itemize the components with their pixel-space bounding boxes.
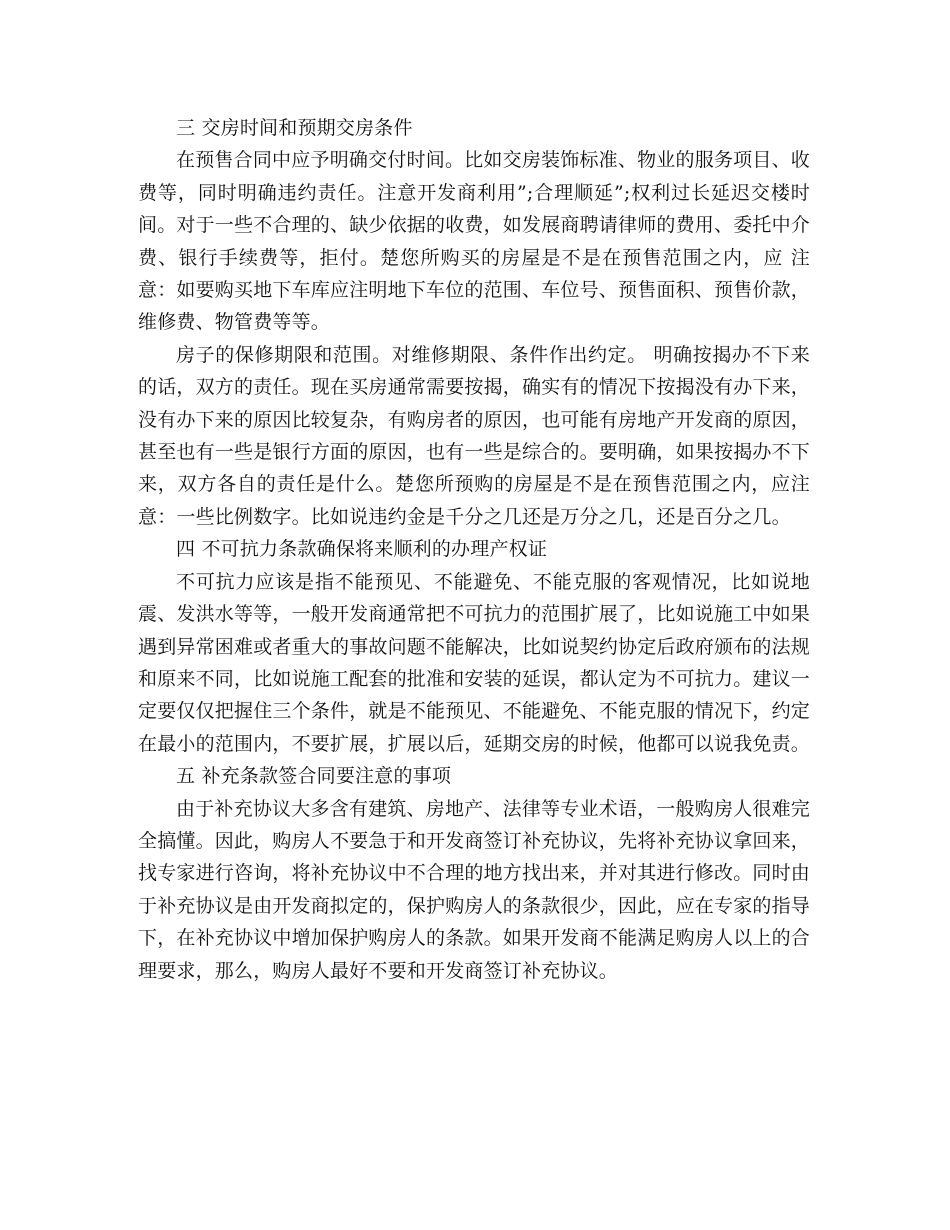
paragraph-delivery-terms: 在预售合同中应予明确交付时间。比如交房装饰标准、物业的服务项目、收费等，同时明确违约责任。注意开发商利用”;合理顺延”;权利过长延迟交楼时间。对于一些不合理的、缺少依据的收费，如发展商聘请律师的费用、委托中介费、银行手续费等，拒付。楚您所购买的房屋是不是在预售范围之内，应 注意：如要购买地下车库应注明地下车位的范围、车位号、预售面积、预售价款，维修费、物管费等等。 <box>138 149 811 334</box>
section-heading-delivery-time: 三 交房时间和预期交房条件 <box>176 117 413 139</box>
section-heading-supplementary-terms: 五 补充条款签合同要注意的事项 <box>176 765 452 788</box>
paragraph-warranty-mortgage: 房子的保修期限和范围。对维修期限、条件作出约定。 明确按揭办不下来的话，双方的责任。现在买房通常需要按揭，确实有的情况下按揭没有办下来，没有办下来的原因比较复杂，有购房者的原因，也可能有房地产开发商的原因，甚至也有一些是银行方面的原因，也有一些是综合的。要明确，如果按揭办不下来，双方各自的责任是什么。楚您所预购的房屋是不是在预售范围之内，应注意：一些比例数字。比如说违约金是千分之几还是万分之几，还是百分之几。 <box>138 343 811 528</box>
paragraph-force-majeure: 不可抗力应该是指不能预见、不能避免、不能克服的客观情况，比如说地震、发洪水等等，一般开发商通常把不可抗力的范围扩展了，比如说施工中如果遇到异常困难或者重大的事故问题不能解决，比如说契约协定后政府颁布的法规和原来不同，比如说施工配套的批准和安装的延误，都认定为不可抗力。建议一定要仅仅把握住三个条件，就是不能预见、不能避免、不能克服的情况下，约定在最小的范围内，不要扩展，扩展以后，延期交房的时候，他都可以说我免责。 <box>138 570 811 755</box>
document-body <box>138 112 810 987</box>
section-heading-force-majeure: 四 不可抗力条款确保将来顺利的办理产权证 <box>176 538 548 561</box>
paragraph-supplementary-agreement: 由于补充协议大多含有建筑、房地产、法律等专业术语，一般购房人很难完全搞懂。因此，购房人不要急于和开发商签订补充协议，先将补充协议拿回来，找专家进行咨询，将补充协议中不合理的地方找出来，并对其进行修改。同时由于补充协议是由开发商拟定的，保护购房人的条款很少，因此，应在专家的指导下，在补充协议中增加保护购房人的条款。如果开发商不能满足购房人以上的合理要求，那么，购房人最好不要和开发商签订补充协议。 <box>138 797 811 982</box>
